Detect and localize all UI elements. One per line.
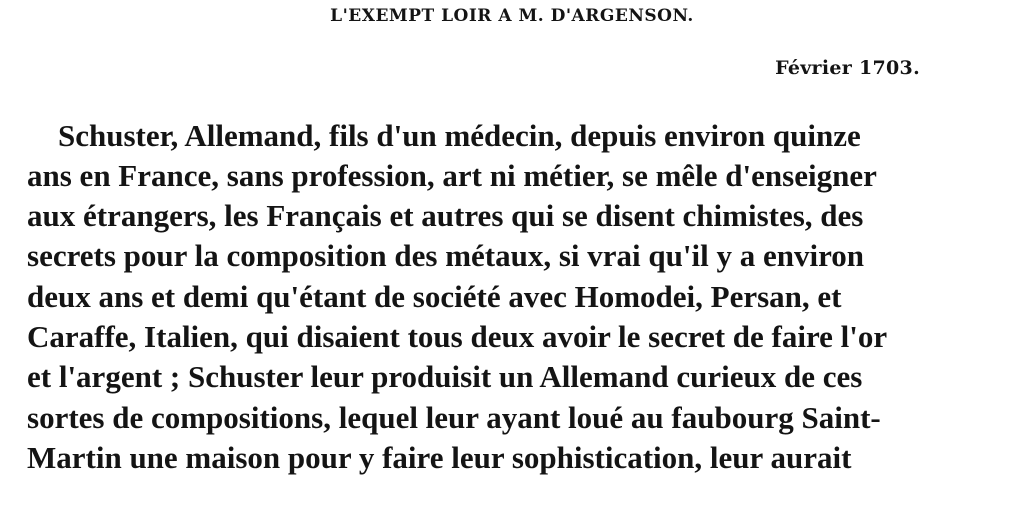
body-line: sortes de compositions, lequel leur ayant loué au faubourg Saint- xyxy=(27,400,881,435)
letter-date: Février 1703. xyxy=(775,57,920,79)
body-line: Schuster, Allemand, fils d'un médecin, depuis environ quinze xyxy=(58,118,861,153)
body-line: secrets pour la composition des métaux, si vrai qu'il y a environ xyxy=(27,238,865,273)
body-line: ans en France, sans profession, art ni métier, se mêle d'enseigner xyxy=(27,158,877,193)
body-line: aux étrangers, les Français et autres qui se disent chimistes, des xyxy=(27,198,864,233)
letter-heading: L'EXEMPT LOIR A M. D'ARGENSON. xyxy=(330,6,694,26)
body-line: Caraffe, Italien, qui disaient tous deux avoir le secret de faire l'or xyxy=(27,319,888,354)
body-line: deux ans et demi qu'étant de société avec Homodei, Persan, et xyxy=(27,279,842,314)
body-line: et l'argent ; Schuster leur produisit un Allemand curieux de ces xyxy=(27,359,863,394)
body-line: Martin une maison pour y faire leur sophistication, leur aurait xyxy=(27,440,852,475)
